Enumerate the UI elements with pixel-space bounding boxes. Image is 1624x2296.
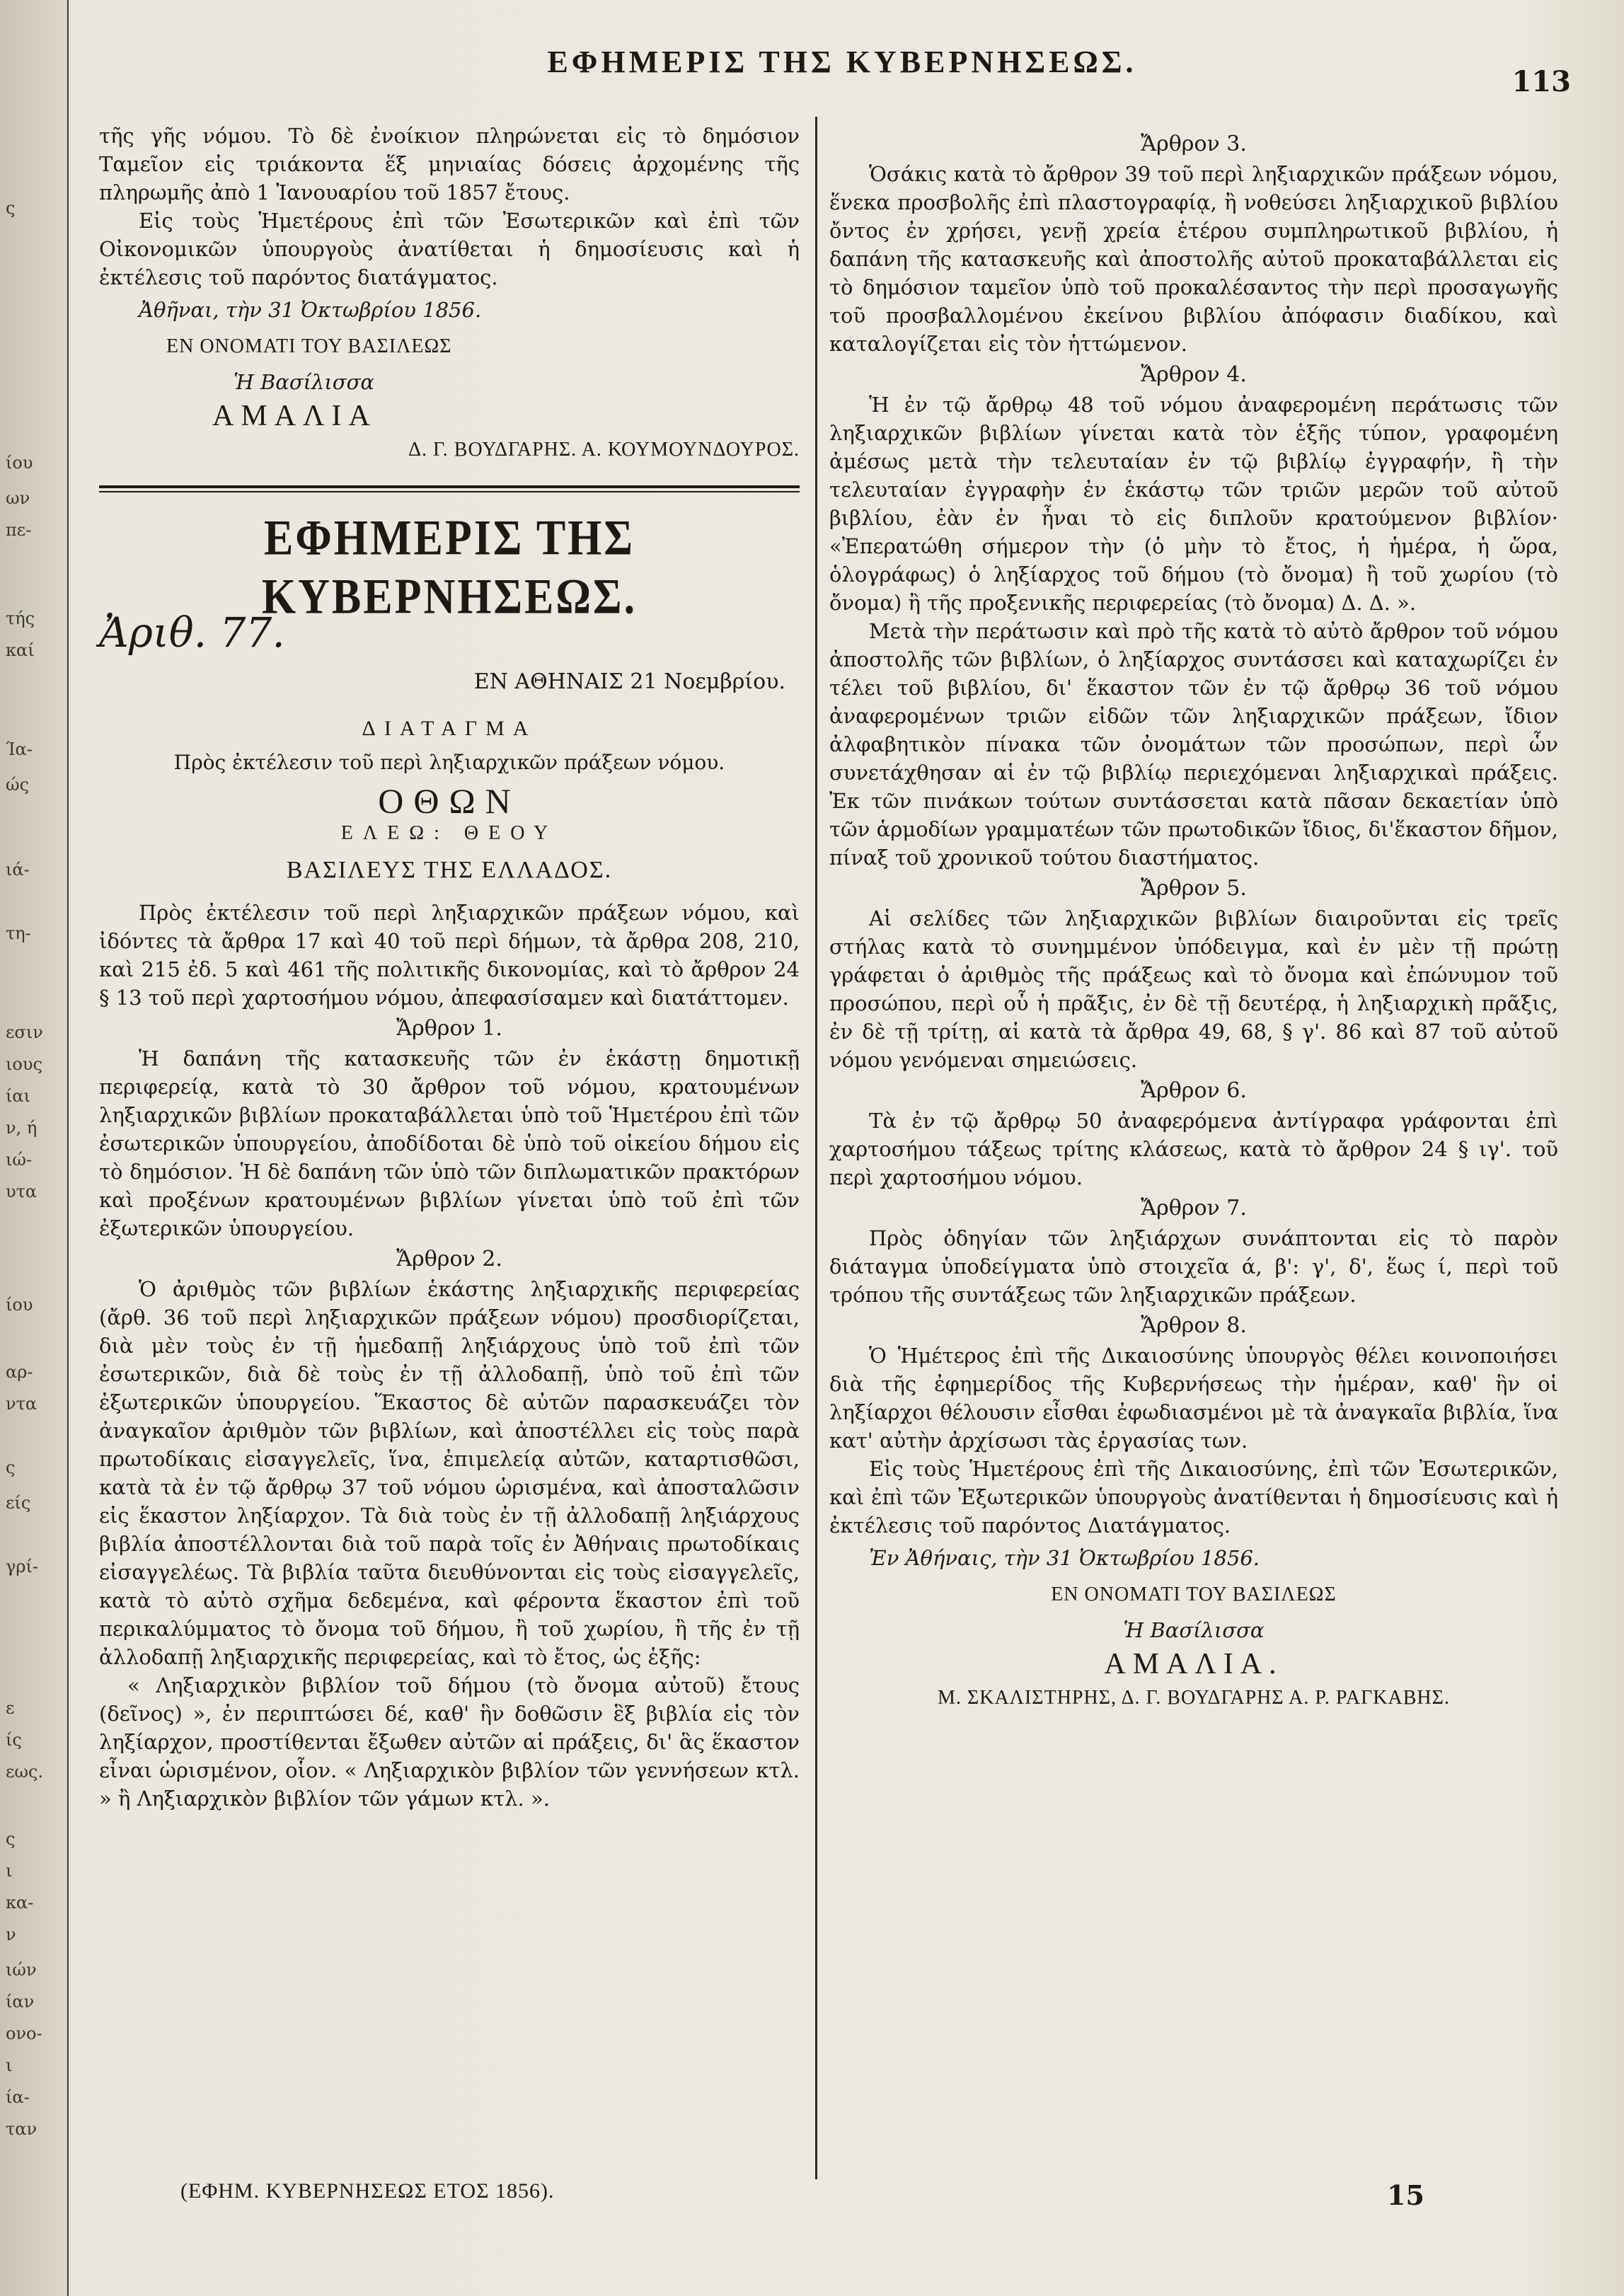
margin-fragment: υτα <box>6 1182 38 1201</box>
signature-name: ΑΜΑΛΙΑ. <box>1104 1648 1284 1680</box>
margin-fragment: αρ- <box>6 1362 33 1382</box>
article-text: Ἡ ἐν τῷ ἄρθρῳ 48 τοῦ νόμου ἀναφερομένη περάτωσις τῶν ληξιαρχικῶν βιβλίων γίνεται κατὰ τὸν ἑξῆς τύπον, γραφομένη ἀμέσως μετὰ τὴν τελευταίαν ἐν τῷ βιβλίῳ ἐγγραφήν, ἢ τὴν τελευταίαν ἐγγραφὴν ἐν ἑκάστῳ τῶν τριῶν μερῶν τοῦ αὐτοῦ βιβλίου, ἐὰν ἐν ἦναι τὸ εἰς διπλοῦν κρατούμενον βιβλίον· «Ἐπερατώθη σήμερον τὴν (ὁ μὴν τὸ ἔτος, ἡ ἡμέρα, ἡ ὥρα, ὁλογράφως) ὁ ληξίαρχος τοῦ δήμου (τὸ ὄνομα) ἢ τοῦ χωρίου (τὸ ὄνομα) ἢ τῆς προξενικῆς περιφερείας (τὸ ὄνομα) Δ. Δ. ». <box>829 393 1558 615</box>
margin-fragment: ίου <box>6 1295 33 1315</box>
article-heading: Ἄρθρον 1. <box>396 1016 502 1041</box>
margin-fragment: ίαι <box>6 1086 31 1106</box>
article-heading: Ἄρθρον 8. <box>1141 1313 1247 1338</box>
margin-fragment: κα- <box>6 1893 34 1913</box>
article-heading: Ἄρθρον 6. <box>1141 1078 1247 1103</box>
previous-decree-paragraph: Εἰς τοὺς Ἡμετέρους ἐπὶ τῶν Ἐσωτερικῶν καὶ ἐπὶ τῶν Οἰκονομικῶν ὑπουργοὺς ἀνατίθεται ἡ δημοσίευσις καὶ ἡ ἐκτέλεσις τοῦ παρόντος διατάγματος. <box>99 209 800 289</box>
margin-fragment: ιών <box>6 1960 37 1980</box>
margin-fragment: ιους <box>6 1054 42 1074</box>
article-text: Μετὰ τὴν περάτωσιν καὶ πρὸ τῆς κατὰ τὸ αὐτὸ ἄρθρον τοῦ νόμου ἀποστολῆς τῶν βιβλίων, ὁ ληξίαρχος συντάσσει καὶ καταχωρίζει ἐν τέλει τοῦ βιβλίου, δι' ἕκαστον τῶν ἐν τῷ ἄρθρῳ 36 τοῦ νόμου ἀναφερομένων τριῶν εἰδῶν τῶν ληξιαρχικῶν πράξεων, ἴδιον ἀλφαβητικὸν πίνακα τῶν ὀνομάτων τῶν προσώπων, περὶ ὧν συνετάχθησαν αἱ ἐν τῷ βιβλίῳ περιεχόμεναι ληξιαρχικαὶ πράξεις. Ἐκ τῶν πινάκων τούτων συντάσσεται κατὰ πᾶσαν δεκαετίαν ὑπὸ τῶν ἁρμοδίων γραμματέων τῶν πρωτοδικῶν ἴδιος, δι'ἕκαστον δῆμον, πίναξ τοῦ χρονικοῦ τούτου διαστήματος. <box>829 619 1558 870</box>
signature-line: ΕΝ ΟΝΟΜΑΤΙ ΤΟΥ ΒΑΣΙΛΕΩΣ <box>1051 1583 1337 1605</box>
decree-preamble: Πρὸς ἐκτέλεσιν τοῦ περὶ ληξιαρχικῶν πράξεων νόμου, καὶ ἰδόντες τὰ ἄρθρα 17 καὶ 40 τοῦ περὶ δήμων, τὰ ἄρθρα 208, 210, καὶ 215 ἐδ. 5 καὶ 461 τῆς πολιτικῆς δικονομίας, καὶ τὸ ἄρθρον 24 § 13 τοῦ περὶ χαρτοσήμου νόμου, ἀπεφασίσαμεν καὶ διατάττομεν. <box>99 901 800 1010</box>
footer-publication: (ΕΦΗΜ. ΚΥΒΕΡΝΗΣΕΩΣ ΕΤΟΣ 1856). <box>180 2179 555 2203</box>
article-text: Πρὸς ὁδηγίαν τῶν ληξιάρχων συνάπτονται εἰς τὸ παρὸν διάταγμα ὑποδείγματα ὑπὸ στοιχεῖα ά, β': γ', δ', ἕως ί, περὶ τοῦ τρόπου τῆς συντάξεως τῶν ληξιαρχικῶν πράξεων. <box>829 1226 1558 1307</box>
margin-fragment: ία- <box>6 2087 30 2107</box>
previous-decree-date: Ἀθῆναι, τὴν 31 Ὀκτωβρίου 1856. <box>139 298 482 322</box>
margin-fragment: ε <box>6 1698 15 1718</box>
running-head: ΕΦΗΜΕΡΙΣ ΤΗΣ ΚΥΒΕΡΝΗΣΕΩΣ. <box>547 45 1137 79</box>
margin-fragment: εσιν <box>6 1022 43 1042</box>
article-heading: Ἄρθρον 5. <box>1141 876 1247 901</box>
margin-fragment: καί <box>6 640 35 660</box>
margin-fragment: πε- <box>6 520 32 540</box>
column-divider <box>815 117 817 2179</box>
by-grace-of-god: ΕΛΕΩ: ΘΕΟΥ <box>340 822 558 844</box>
article-text: Ἡ δαπάνη τῆς κατασκευῆς τῶν ἐν ἑκάστῃ δημοτικῇ περιφερείᾳ, κατὰ τὸ 30 ἄρθρον τοῦ νόμου, κρατουμένων ληξιαρχικῶν βιβλίων προκαταβάλλεται ὑπὸ τοῦ Ἡμετέρου ἐπὶ τῶν ἐσωτερικῶν ὑπουργείου, ἀποδίδοται δὲ ὑπὸ τοῦ οἰκείου δήμου εἰς τὸ δημόσιον. Ἡ δὲ δαπάνη τῶν ὑπὸ τῶν διπλωματικῶν πρακτόρων καὶ προξένων κρατουμένων βιβλίων γίνεται ὑπὸ τοῦ ἐπὶ τῶν ἐξωτερικῶν ὑπουργείου. <box>99 1046 800 1240</box>
section-divider <box>99 485 800 492</box>
page-number: 113 <box>1511 65 1571 98</box>
right-column <box>829 127 1558 1712</box>
article-text: Εἰς τοὺς Ἡμετέρους ἐπὶ τῆς Δικαιοσύνης, ἐπὶ τῶν Ἐσωτερικῶν, καὶ ἐπὶ τῶν Ἐξωτερικῶν ὑπουργοὺς ἀνατίθενται ἡ δημοσίευσις καὶ ἡ ἐκτέλεσις τοῦ παρόντος Διατάγματος. <box>829 1457 1558 1538</box>
article-text: Τὰ ἐν τῷ ἄρθρῳ 50 ἀναφερόμενα ἀντίγραφα γράφονται ἐπὶ χαρτοσήμου τάξεως τρίτης κλάσεως, κατὰ τὸ ἄρθρον 24 § ιγ'. τοῦ περὶ χαρτοσήμου νόμου. <box>829 1109 1558 1189</box>
left-column <box>99 122 800 1813</box>
margin-fragment: ώς <box>6 775 30 795</box>
masthead: ΕΦΗΜΕΡΙΣ ΤΗΣ ΚΥΒΕΡΝΗΣΕΩΣ. <box>261 510 638 625</box>
footer-sheet-number: 15 <box>1387 2179 1424 2211</box>
margin-fragment: ντα <box>6 1394 38 1414</box>
margin-fragment: ιά- <box>6 860 30 879</box>
decree-title: ΔΙΑΤΑΓΜΑ <box>362 717 537 740</box>
margin-fragment: ς <box>6 198 16 218</box>
previous-signature-title: Ἡ Βασίλισσα <box>234 370 374 394</box>
issue-number: Ἀριθ. 77. <box>99 608 285 657</box>
issue-place-date: ΕΝ ΑΘΗΝΑΙΣ 21 Νοεμβρίου. <box>473 669 785 694</box>
adjacent-page-margin <box>0 0 69 2296</box>
article-text: Ὁ ἀριθμὸς τῶν βιβλίων ἑκάστης ληξιαρχικῆς περιφερείας (ἄρθ. 36 τοῦ περὶ ληξιαρχικῶν πράξεων νόμου) προσδιορίζεται, διὰ μὲν τοὺς ἐν τῇ ἡμεδαπῇ ληξιάρχους ὑπὸ τοῦ ἐπὶ τῶν ἐσωτερικῶν, διὰ δὲ τοὺς ἐν τῇ ἀλλοδαπῇ, ὑπὸ τοῦ ἐπὶ τῶν ἐξωτερικῶν ὑπουργείου. Ἕκαστος δὲ αὐτῶν παρασκευάζει τὸν ἀναγκαῖον ἀριθμὸν τῶν βιβλίων, καὶ ἀποστέλλει εἰς τοὺς παρὰ πρωτοδίκαις εἰσαγγελεῖς, ἵνα, ἐπιμελείᾳ αὐτῶν, καταρτισθῶσι, κατὰ τὰ ἐν τῷ ἄρθρῳ 37 τοῦ νόμου ὡρισμένα, καὶ ἀποσταλῶσιν εἰς ἕκαστον ληξίαρχον. Τὰ διὰ τοὺς ἐν τῇ ἀλλοδαπῇ ληξιάρχους βιβλία ἀποστέλλονται διὰ τοῦ παρὰ τοῖς ἐν Ἀθήναις πρωτοδίκαις εἰσαγγελέως. Τὰ βιβλία ταῦτα διευθύνονται εἰς τοὺς εἰσαγγελεῖς, κατὰ τὸ αὐτὸ σχῆμα δεδεμένα, καὶ φέροντα ἕκαστον ἐπὶ τοῦ περικαλύμματος τὸ ὄνομα τοῦ δήμου, ἢ τοῦ χωρίου, ἢ τῆς ἐν τῇ ἀλλοδαπῇ ληξιαρχικῆς περιφερείας, καὶ τὸ ἔτος, ὡς ἑξῆς: <box>99 1277 800 1669</box>
margin-fragment: Ία- <box>6 739 33 759</box>
margin-fragment: ονο- <box>6 2024 42 2043</box>
margin-fragment: ς <box>6 1458 16 1477</box>
previous-decree-paragraph: τῆς γῆς νόμου. Τὸ δὲ ἐνοίκιον πληρώνεται εἰς τὸ δημόσιον Ταμεῖον εἰς τριάκοντα ἕξ μηνιαίας δόσεις ἀρχομένης τῆς πληρωμῆς ἀπὸ 1 Ἰανουαρίου τοῦ 1857 ἔτους. <box>99 124 800 204</box>
margin-fragment: ίαν <box>6 1992 35 2012</box>
previous-signature-name: ΑΜΑΛΙΑ <box>212 400 377 432</box>
margin-fragment: ι <box>6 2055 13 2075</box>
previous-ministers-signatures: Δ. Γ. ΒΟΥΔΓΑΡΗΣ. Α. ΚΟΥΜΟΥΝΔΟΥΡΟΣ. <box>408 439 800 461</box>
margin-fragment: ιώ- <box>6 1150 33 1170</box>
margin-fragment: ν <box>6 1925 16 1944</box>
margin-fragment: ίς <box>6 1730 22 1750</box>
article-heading: Ἄρθρον 2. <box>396 1247 502 1271</box>
previous-signature-line: ΕΝ ΟΝΟΜΑΤΙ ΤΟΥ ΒΑΣΙΛΕΩΣ <box>166 335 452 357</box>
margin-fragment: ι <box>6 1861 13 1881</box>
margin-fragment: τη- <box>6 923 31 943</box>
margin-fragment: γρί- <box>6 1557 38 1576</box>
article-heading: Ἄρθρον 4. <box>1141 362 1247 387</box>
margin-fragment: είς <box>6 1493 31 1513</box>
article-text: Αἱ σελίδες τῶν ληξιαρχικῶν βιβλίων διαιροῦνται εἰς τρεῖς στήλας κατὰ τὸ συνημμένον ὑπόδειγμα, καὶ ἐν μὲν τῇ πρώτῃ γράφεται ὁ ἀριθμὸς τῆς πράξεως καὶ τὸ ὄνομα καὶ ἐπώνυμον τοῦ προσώπου, περὶ οὗ ἡ πρᾶξις, ἐν δὲ τῇ δευτέρᾳ, ἡ ληξιαρχικὴ πρᾶξις, ἐν δὲ τῇ τρίτῃ, αἱ κατὰ τὰ ἄρθρα 49, 68, § γ'. 86 καὶ 87 τοῦ αὐτοῦ νόμου γενόμεναι σημειώσεις. <box>829 906 1558 1072</box>
article-heading: Ἄρθρον 7. <box>1141 1196 1247 1221</box>
margin-fragment: εως. <box>6 1762 44 1782</box>
margin-fragment: τής <box>6 608 35 628</box>
issue-info <box>99 608 800 696</box>
article-heading: Ἄρθρον 3. <box>1141 132 1247 156</box>
article-text: Ὁ Ἡμέτερος ἐπὶ τῆς Δικαιοσύνης ὑπουργὸς θέλει κοινοποιήσει διὰ τῆς ἐφημερίδος τῆς Κυβερνήσεως τὴν ἡμέραν, καθ' ἣν οἱ ληξίαρχοι θέλουσιν εἶσθαι ἐφωδιασμένοι μὲ τὰ ἀναγκαῖα βιβλία, ἵνα κατ' αὐτὴν ἀρχίσωσι τὰς ἐργασίας των. <box>829 1344 1558 1453</box>
ministers-signatures: Μ. ΣΚΑΛΙΣΤΗΡΗΣ, Δ. Γ. ΒΟΥΔΓΑΡΗΣ Α. Ρ. ΡΑΓΚΑΒΗΣ. <box>938 1687 1450 1709</box>
article-text: Ὁσάκις κατὰ τὸ ἄρθρον 39 τοῦ περὶ ληξιαρχικῶν πράξεων νόμου, ἕνεκα προσβολῆς ἐπὶ πλαστογραφίᾳ, ἢ νοθεύσει ληξιαρχικοῦ βιβλίου ὄντος ἐν χρήσει, γενῇ χρεία ἑτέρου συμπληρωτικοῦ βιβλίου, ἡ δαπάνη τῆς κατασκευῆς καὶ ἀποστολῆς αὐτοῦ προκαταβάλλεται εἰς τὸ δημόσιον ταμεῖον ὑπὸ τοῦ προκαλέσαντος τὴν περὶ προσαγωγῆς τοῦ προσβαλλομένου ἐκείνου βιβλίου ἀπόφασιν διαδίκου, καὶ καταλογίζεται εἰς τὸν ἡττώμενον. <box>829 162 1558 356</box>
decree-date: Ἐν Ἀθήναις, τὴν 31 Ὀκτωβρίου 1856. <box>869 1546 1260 1570</box>
margin-fragment: ων <box>6 488 30 508</box>
article-quote: « Ληξιαρχικὸν βιβλίον τοῦ δήμου (τὸ ὄνομα αὐτοῦ) ἔτους (δεῖνος) », ἐν περιπτώσει δέ, καθ' ἣν δοθῶσιν ἓξ βιβλία εἰς τὸν ληξίαρχον, προστίθενται ἔξωθεν αὐτῶν αἱ πράξεις, δι' ἃς ἕκαστον εἶναι ὡρισμένον, οἷον. « Ληξιαρχικὸν βιβλίον τῶν γεννήσεων κτλ. » ἢ Ληξιαρχικὸν βιβλίον τῶν γάμων κτλ. ». <box>99 1673 800 1811</box>
margin-fragment: ν, ή <box>6 1118 38 1138</box>
margin-fragment: ς <box>6 1829 16 1849</box>
margin-fragment: ταν <box>6 2119 38 2139</box>
margin-fragment: ίου <box>6 453 33 473</box>
king-name: ΟΘΩΝ <box>378 781 521 821</box>
signature-title: Ἡ Βασίλισσα <box>1123 1618 1265 1642</box>
decree-subtitle: Πρὸς ἐκτέλεσιν τοῦ περὶ ληξιαρχικῶν πράξεων νόμου. <box>173 751 725 774</box>
king-title: ΒΑΣΙΛΕΥΣ ΤΗΣ ΕΛΛΑΔΟΣ. <box>286 857 613 883</box>
